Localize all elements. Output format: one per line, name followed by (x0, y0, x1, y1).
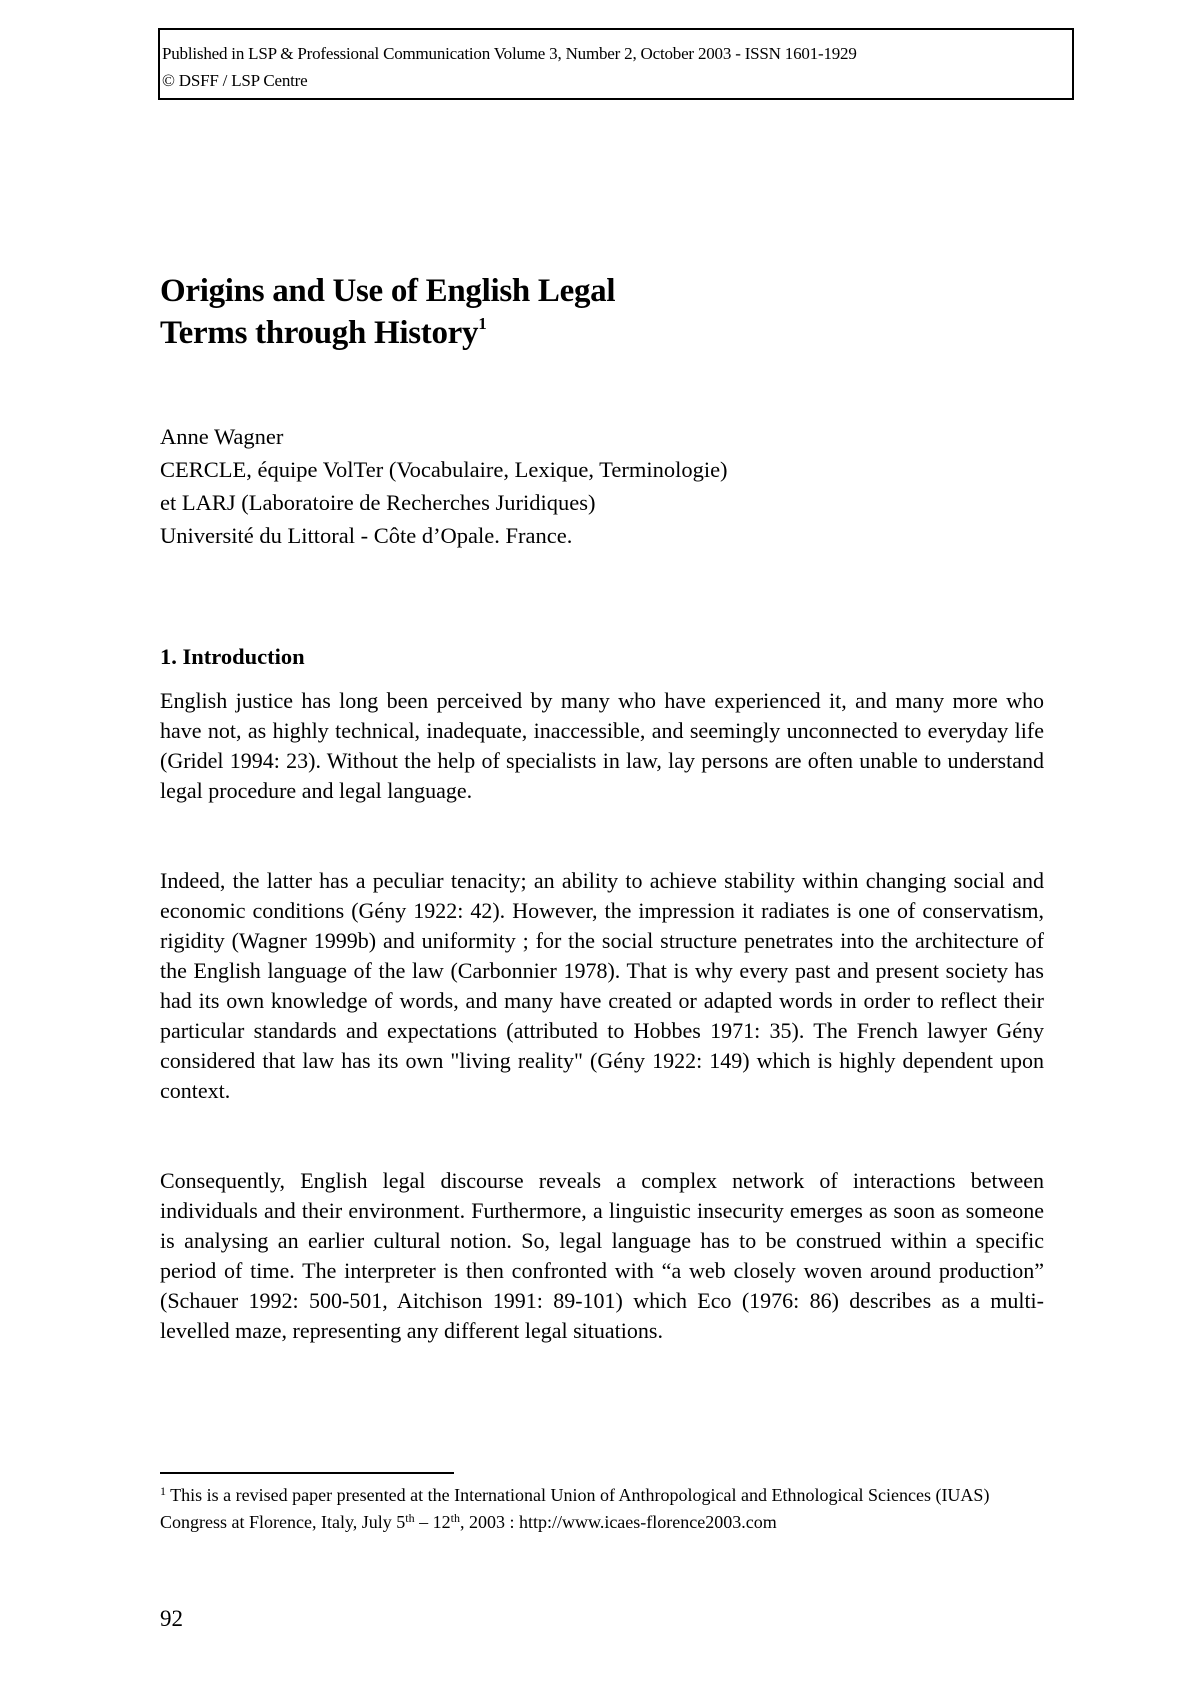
page-number: 92 (160, 1606, 183, 1631)
body-paragraph: Indeed, the latter has a peculiar tenacity; an ability to achieve stability within changing social and economic conditions (Gény 1922: 42). However, the impression it radiates is one of conservatism, rigidity (Wagner 1999b) and uniformity ; for the social structure penetrates into the architecture of the English language of the law (Carbonnier 1978). That is why every past and present society has had its own knowledge of words, and many have created or adapted words in order to reflect their particular standards and expectations (attributed to Hobbes 1971: 35). The French lawyer Gény considered that law has its own "living reality" (Gény 1922: 149) which is highly dependent upon context. (160, 868, 1044, 1103)
footnote-divider (160, 1472, 454, 1474)
section-heading-introduction: 1. Introduction (160, 644, 305, 669)
publication-info-box (158, 28, 1074, 100)
copyright-line: © DSFF / LSP Centre (162, 71, 308, 90)
footnote-text-part-2: – 12 (414, 1512, 451, 1532)
author-block (160, 420, 728, 552)
body-paragraph: Consequently, English legal discourse reveals a complex network of interactions between individuals and their environment. Furthermore, a linguistic insecurity emerges as soon as someone is analysing an earlier cultural notion. So, legal language has to be construed within a specific period of time. The interpreter is then confronted with “a web closely woven around production” (Schauer 1992: 500-501, Aitchison 1991: 89-101) which Eco (1976: 86) describes as a multi-levelled maze, representing any different legal situations. (160, 1168, 1044, 1343)
footnote-1 (160, 1482, 1044, 1536)
affiliation-line-2: et LARJ (Laboratoire de Recherches Juridiques) (160, 490, 596, 515)
title-line-2: Terms through History (160, 315, 479, 351)
title-line-1: Origins and Use of English Legal (160, 273, 616, 309)
footnote-marker: 1 (160, 1484, 166, 1498)
footnote-text-part-3: , 2003 : http://www.icaes-florence2003.com (459, 1512, 777, 1532)
title-footnote-marker[interactable]: 1 (478, 314, 487, 333)
article-title (160, 270, 960, 354)
affiliation-line-3: Université du Littoral - Côte d’Opale. France. (160, 523, 573, 548)
body-paragraph: English justice has long been perceived by many who have experienced it, and many more who have not, as highly technical, inadequate, inaccessible, and seemingly unconnected to everyday life (Gridel 1994: 23). Without the help of specialists in law, lay persons are often unable to understand legal procedure and legal language. (160, 688, 1044, 803)
publication-line: Published in LSP & Professional Communication Volume 3, Number 2, October 2003 - ISSN 1601-1929 (162, 44, 857, 63)
footnote-text-part-1: This is a revised paper presented at the International Union of Anthropological and Ethnological Sciences (IUAS) Congress at Florence, Italy, July 5 (160, 1485, 990, 1532)
footnote-superscript-th: th (405, 1511, 415, 1525)
author-name: Anne Wagner (160, 424, 284, 449)
affiliation-line-1: CERCLE, équipe VolTer (Vocabulaire, Lexique, Terminologie) (160, 457, 728, 482)
footnote-superscript-th: th (450, 1511, 460, 1525)
